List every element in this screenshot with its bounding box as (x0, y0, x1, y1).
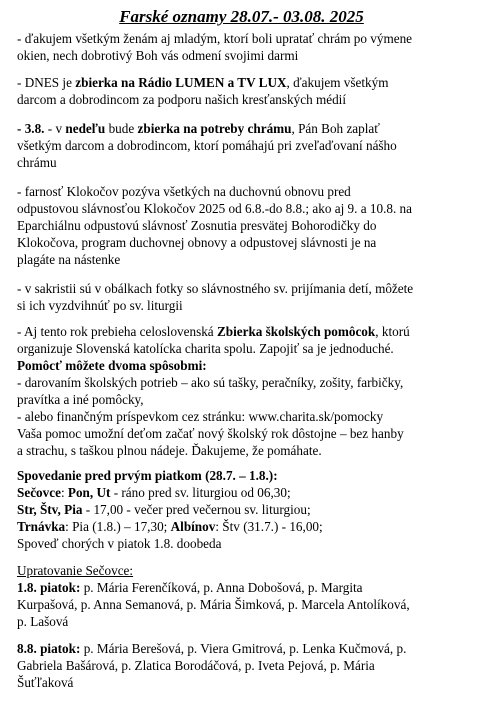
text-run-bold: Albínov (170, 519, 216, 534)
text-line: Vaša pomoc umožní deťom začať nový školský rok dôstojne – bez hanby (17, 426, 404, 441)
text-line: okien, nech dobrotivý Boh vás odmení svojimi darmi (17, 48, 299, 63)
text-run: - 17,00 - večer pred večernou sv. liturgiou; (82, 502, 311, 517)
text-line: Gabriela Bašárová, p. Zlatica Borodáčová, p. Iveta Pejová, p. Mária (17, 658, 375, 673)
announcement-cleaning-rota-2 (17, 640, 469, 691)
text-line: - v sakristii sú v obálkach fotky so slávnostného sv. prijímania detí, môžete (17, 281, 414, 296)
text-line: si ich vyzdvihnúť po sv. liturgii (17, 298, 183, 313)
text-run-bold: Trnávka (17, 519, 66, 534)
announcement-communion-photos (17, 280, 469, 314)
text-run: : (60, 485, 68, 500)
text-line: Klokočova, program duchovnej obnovy a odpustovej slávnosti je na (17, 235, 377, 250)
announcement-klokocov-pilgrimage (17, 183, 469, 268)
text-run-bold: nedeľu (65, 121, 106, 136)
text-run: : Štv (31.7.) - 16,00; (215, 519, 323, 534)
text-run-bold: zbierka na Rádio LUMEN a TV LUX (75, 75, 287, 90)
text-line (17, 501, 469, 518)
text-line: plagáte na nástenke (17, 252, 121, 267)
text-line: Kurpašová, p. Anna Semanová, p. Mária Šimková, p. Marcela Antolíková, (17, 597, 410, 612)
text-run: - Aj tento rok prebieha celoslovenská (17, 324, 217, 339)
text-line (17, 579, 469, 596)
text-line: Eparchiálnu odpustovú slávnosť Zosnutia presvätej Bohorodičky do (17, 218, 377, 233)
text-run: , ktorú (375, 324, 410, 339)
text-line: všetkým darcom a dobrodincom, ktorí pomáhajú pri zveľaďovaní nášho (17, 138, 397, 153)
text-line: - darovaním školských potrieb – ako sú tašky, peračníky, zošity, farbičky, (17, 375, 404, 390)
text-run: , ďakujem všetkým (286, 75, 389, 90)
text-line (17, 518, 469, 535)
text-line (17, 74, 469, 91)
text-run: p. Mária Ferenčíková, p. Anna Dobošová, p. Margita (80, 580, 363, 595)
text-run: bude (105, 121, 138, 136)
text-line (17, 120, 469, 137)
text-run-bold: - 3.8. (17, 121, 45, 136)
text-run-bold: Zbierka školských pomôcok (216, 324, 376, 339)
text-line-bold (17, 467, 469, 484)
text-run: p. Mária Berešová, p. Viera Gmitrová, p. Lenka Kučmová, p. (80, 641, 407, 656)
text-run: - v (44, 121, 66, 136)
text-run: - DNES je (17, 75, 76, 90)
text-run-bold: zbierka na potreby chrámu (137, 121, 292, 136)
text-run-bold: Sečovce (17, 485, 61, 500)
text-run-bold: 8.8. piatok: (17, 641, 81, 656)
text-line: pravítka a iné pomôcky, (17, 392, 144, 407)
text-line: - farnosť Klokočov pozýva všetkých na duchovnú obnovu pred (17, 184, 351, 199)
text-run-underlined: Upratovanie Sečovce: (17, 563, 134, 578)
text-run: , Pán Boh zaplať (291, 121, 380, 136)
text-line (17, 640, 469, 657)
text-run-bold: Pomôcť môžete dvoma spôsobmi: (17, 358, 207, 373)
text-run-bold: 1.8. piatok: (17, 580, 81, 595)
text-line: organizuje Slovenská katolícka charita spolu. Zapojiť sa je jednoduché. (17, 341, 394, 356)
text-run: - ráno pred sv. liturgiou od 06,30; (110, 485, 291, 500)
text-run: : Pia (1.8.) – 17,30; (65, 519, 171, 534)
text-run-bold: Pon, Ut (67, 485, 111, 500)
text-run-bold: Spovedanie pred prvým piatkom (28.7. – 1.8.): (17, 468, 278, 483)
text-line: Spoveď chorých v piatok 1.8. doobeda (17, 536, 222, 551)
text-line: p. Lašová (17, 614, 69, 629)
text-line: darcom a dobrodincom za podporu našich kresťanských médií (17, 92, 346, 107)
text-line-bold (17, 357, 469, 374)
text-line: Šuťľaková (17, 675, 74, 690)
text-line: - alebo finančným príspevkom cez stránku: www.charita.sk/pomocky (17, 409, 384, 424)
text-line (17, 562, 469, 579)
text-line: odpustovou slávnosťou Klokočov 2025 od 6.8.-do 8.8.; ako aj 9. a 10.8. na (17, 201, 412, 216)
text-line (17, 323, 469, 340)
text-line (17, 484, 469, 501)
text-run-bold: Str, Štv, Pia (17, 502, 83, 517)
announcement-church-collection (17, 120, 469, 171)
text-line: - ďakujem všetkým ženám aj mladým, ktorí boli upratať chrám po výmene (17, 31, 413, 46)
announcement-media-collection (17, 74, 469, 108)
page-title: Farské oznamy 28.07.- 03.08. 2025 (119, 7, 364, 26)
text-line: a strachu, s taškou plnou nádeje. Ďakujeme, že pomáhate. (17, 443, 322, 458)
announcement-confession-schedule (17, 467, 469, 552)
text-line: chrámu (17, 155, 57, 170)
announcement-cleaning-thanks (17, 30, 469, 64)
announcement-cleaning-rota-1 (17, 562, 469, 630)
announcement-school-supplies (17, 323, 469, 459)
